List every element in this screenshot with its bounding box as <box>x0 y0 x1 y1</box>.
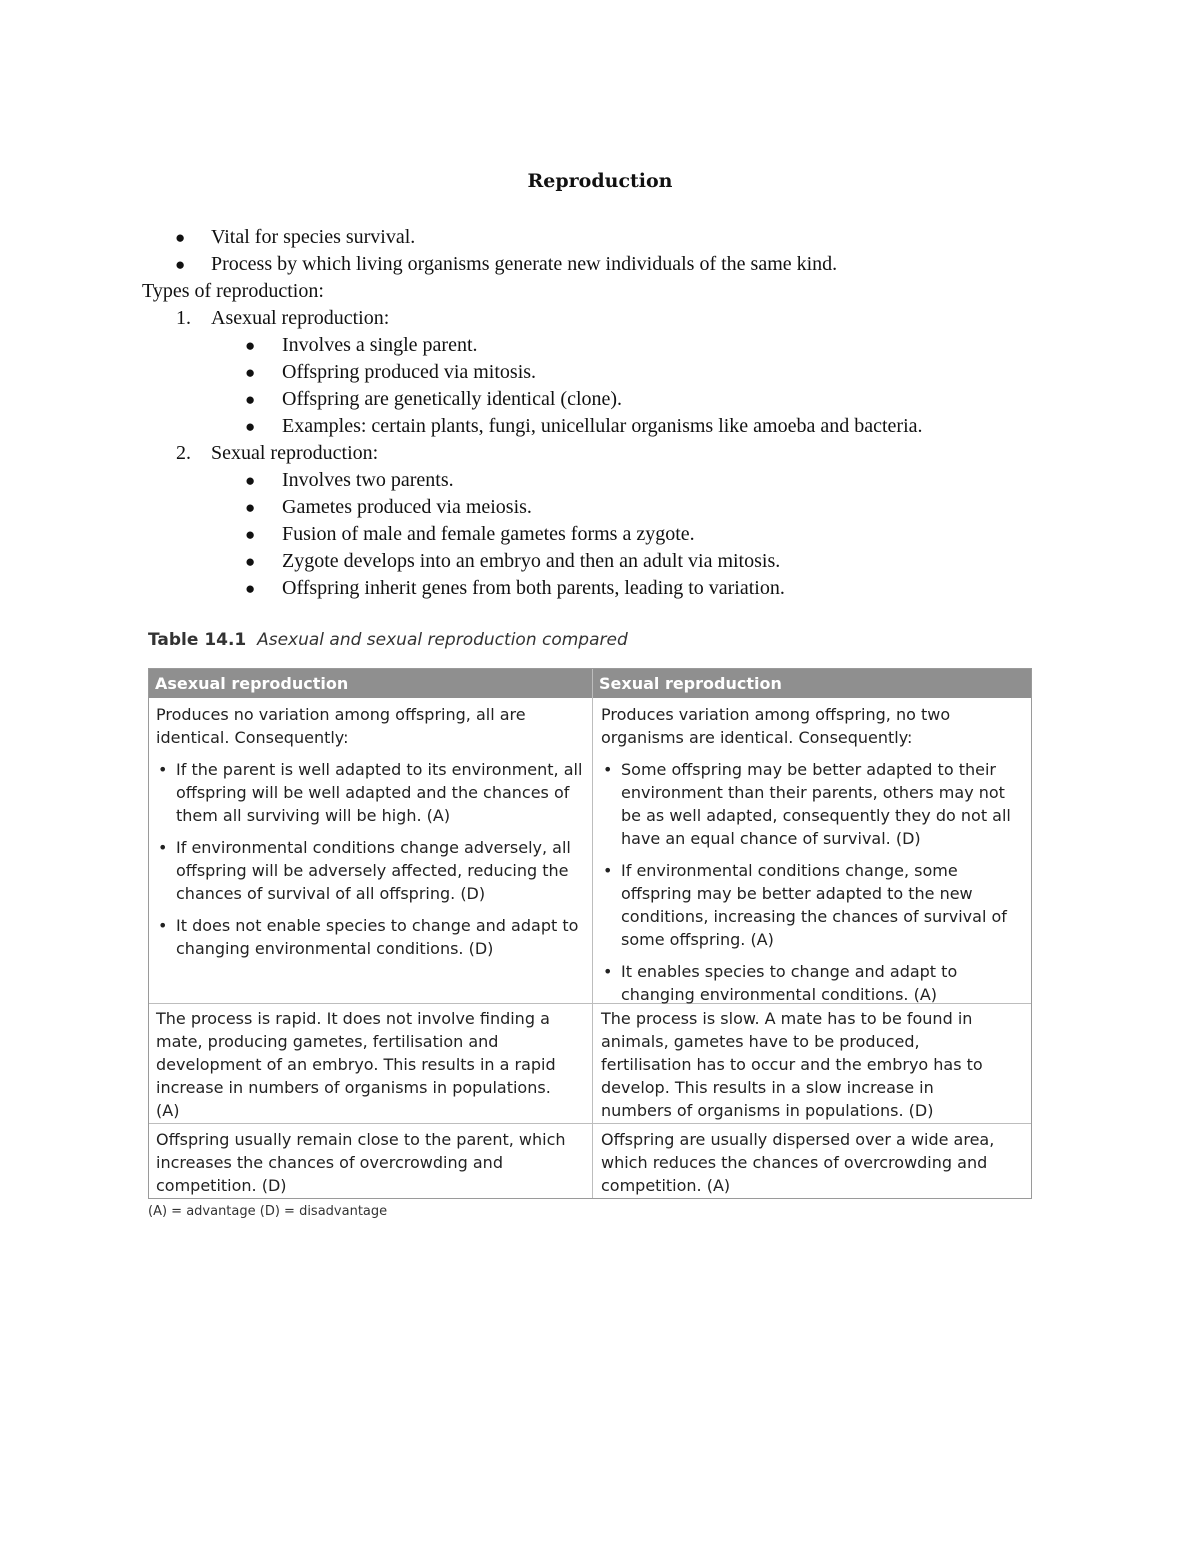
type-label: Sexual reproduction: <box>211 442 379 464</box>
type-point: Involves two parents. <box>282 469 454 491</box>
bullet-icon: ● <box>245 579 256 598</box>
table-cell <box>156 703 588 960</box>
bullet-icon: ● <box>245 552 256 571</box>
table-caption-label: Table 14.1 <box>148 630 247 650</box>
bullet-icon: ● <box>175 255 186 274</box>
row-divider <box>149 1123 1031 1124</box>
bullet-icon: ● <box>245 390 256 409</box>
table-cell <box>156 1128 574 1197</box>
page-title: Reproduction <box>527 170 673 192</box>
cell-bullet: • Some offspring may be better adapted to their environment than their parents, others may not be as well adapted, consequently they do not all have an equal chance of survival. (D) <box>601 758 1026 850</box>
intro-bullet: Vital for species survival. <box>211 226 416 248</box>
table-cell <box>601 1007 1001 1122</box>
table-footnote: (A) = advantage (D) = disadvantage <box>148 1204 388 1219</box>
type-point: Zygote develops into an embryo and then an adult via mitosis. <box>282 550 781 572</box>
cell-bullet: • It does not enable species to change and adapt to changing environmental conditions. (D) <box>156 914 588 960</box>
type-point: Examples: certain plants, fungi, unicellular organisms like amoeba and bacteria. <box>282 415 923 437</box>
bullet-icon: ● <box>245 363 256 382</box>
cell-text: Offspring usually remain close to the parent, which increases the chances of overcrowding and competition. (D) <box>156 1130 566 1195</box>
types-heading: Types of reproduction: <box>142 280 324 302</box>
type-point: Gametes produced via meiosis. <box>282 496 532 518</box>
comparison-table <box>148 668 1032 1199</box>
type-point: Offspring inherit genes from both parents, leading to variation. <box>282 577 785 599</box>
table-header-sexual: Sexual reproduction <box>593 669 1031 698</box>
cell-intro: Produces variation among offspring, no two organisms are identical. Consequently: <box>601 705 951 747</box>
table-cell <box>156 1007 574 1122</box>
bullet-icon: ● <box>175 228 186 247</box>
cell-intro: Produces no variation among offspring, all are identical. Consequently: <box>156 705 526 747</box>
table-cell <box>601 1128 1029 1197</box>
cell-bullet: • If environmental conditions change adversely, all offspring will be adversely affected, reducing the chances of survival of all offspring. (D) <box>156 836 588 905</box>
bullet-icon: ● <box>245 525 256 544</box>
type-point: Offspring are genetically identical (clone). <box>282 388 623 410</box>
intro-bullet: Process by which living organisms generate new individuals of the same kind. <box>211 253 838 275</box>
list-number: 2. <box>176 442 191 464</box>
bullet-icon: ● <box>245 471 256 490</box>
cell-text: The process is rapid. It does not involve finding a mate, producing gametes, fertilisation and development of an embryo. This results in a rapid increase in numbers of organisms in populations. (A) <box>156 1009 556 1120</box>
type-point: Fusion of male and female gametes forms a zygote. <box>282 523 695 545</box>
table-caption <box>148 630 628 650</box>
type-label: Asexual reproduction: <box>211 307 390 329</box>
bullet-icon: ● <box>245 336 256 355</box>
cell-text: Offspring are usually dispersed over a wide area, which reduces the chances of overcrowding and competition. (A) <box>601 1130 995 1195</box>
bullet-icon: ● <box>245 417 256 436</box>
bullet-icon: ● <box>245 498 256 517</box>
cell-bullet: • If environmental conditions change, some offspring may be better adapted to the new conditions, increasing the chances of survival of some offspring. (A) <box>601 859 1026 951</box>
table-header-asexual: Asexual reproduction <box>149 669 592 698</box>
table-cell <box>601 703 1026 1006</box>
cell-text: The process is slow. A mate has to be found in animals, gametes have to be produced, fertilisation has to occur and the embryo has to develop. This results in a slow increase in numbers of organisms in populations. (D) <box>601 1009 983 1120</box>
type-point: Involves a single parent. <box>282 334 478 356</box>
list-number: 1. <box>176 307 191 329</box>
cell-bullet: • If the parent is well adapted to its environment, all offspring will be well adapted and the chances of them all surviving will be high. (A) <box>156 758 588 827</box>
cell-bullet: • It enables species to change and adapt to changing environmental conditions. (A) <box>601 960 1026 1006</box>
column-divider <box>592 669 593 1198</box>
type-point: Offspring produced via mitosis. <box>282 361 537 383</box>
table-caption-text: Asexual and sexual reproduction compared <box>257 630 628 650</box>
